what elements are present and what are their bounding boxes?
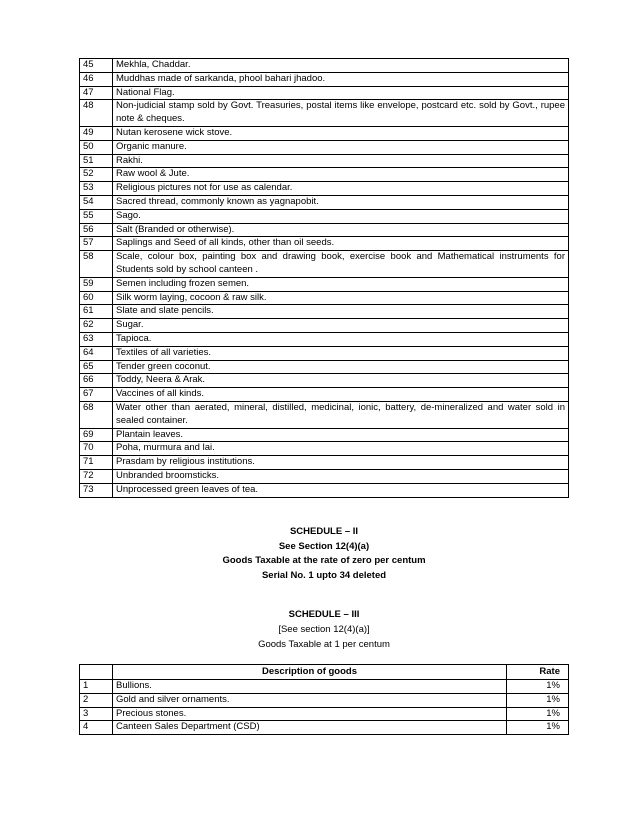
table-row: [80, 168, 569, 182]
item-description: Vaccines of all kinds.: [113, 388, 569, 402]
item-description: Nutan kerosene wick stove.: [113, 126, 569, 140]
schedule-two-note: Serial No. 1 upto 34 deleted: [261, 570, 387, 581]
table-row: [80, 442, 569, 456]
rate-value: 1%: [507, 721, 569, 735]
header-description: Description of goods: [113, 665, 507, 680]
item-description: Scale, colour box, painting box and drawing book, exercise book and Mathematical instruments for Students sold by school canteen .: [113, 251, 569, 278]
schedule-two-section: See Section 12(4)(a): [278, 541, 370, 552]
table-row: [80, 209, 569, 223]
serial-number: 70: [80, 442, 113, 456]
table-row: [80, 277, 569, 291]
serial-number: 52: [80, 168, 113, 182]
serial-number: 65: [80, 360, 113, 374]
table-row: [80, 456, 569, 470]
item-description: Poha, murmura and lai.: [113, 442, 569, 456]
serial-number: 4: [80, 721, 113, 735]
serial-number: 69: [80, 428, 113, 442]
table-row: [80, 86, 569, 100]
table-row: [80, 388, 569, 402]
item-description: Canteen Sales Department (CSD): [113, 721, 507, 735]
table-row: [80, 707, 569, 721]
item-description: Organic manure.: [113, 140, 569, 154]
item-description: Sacred thread, commonly known as yagnapobit.: [113, 195, 569, 209]
schedule-three-header-row: [80, 665, 569, 680]
table-row: [80, 332, 569, 346]
item-description: Plantain leaves.: [113, 428, 569, 442]
table-row: [80, 319, 569, 333]
serial-number: 72: [80, 469, 113, 483]
rate-value: 1%: [507, 680, 569, 694]
serial-number: 53: [80, 182, 113, 196]
schedule-two-title: SCHEDULE – II: [289, 526, 359, 537]
item-description: Unprocessed green leaves of tea.: [113, 483, 569, 497]
table-row: [80, 374, 569, 388]
serial-number: 73: [80, 483, 113, 497]
serial-number: 58: [80, 251, 113, 278]
item-description: Toddy, Neera & Arak.: [113, 374, 569, 388]
table-row: [80, 428, 569, 442]
item-description: Sugar.: [113, 319, 569, 333]
item-description: Tapioca.: [113, 332, 569, 346]
rate-value: 1%: [507, 707, 569, 721]
serial-number: 63: [80, 332, 113, 346]
serial-number: 45: [80, 59, 113, 73]
table-row: [80, 721, 569, 735]
serial-number: 57: [80, 237, 113, 251]
serial-number: 46: [80, 72, 113, 86]
table-row: [80, 401, 569, 428]
item-description: Mekhla, Chaddar.: [113, 59, 569, 73]
schedule-one-table: [79, 58, 569, 498]
rate-value: 1%: [507, 693, 569, 707]
serial-number: 67: [80, 388, 113, 402]
table-row: [80, 140, 569, 154]
table-row: [80, 305, 569, 319]
item-description: Religious pictures not for use as calendar.: [113, 182, 569, 196]
item-description: Raw wool & Jute.: [113, 168, 569, 182]
serial-number: 71: [80, 456, 113, 470]
schedule-one-table-body: [80, 59, 569, 498]
item-description: Slate and slate pencils.: [113, 305, 569, 319]
serial-number: 68: [80, 401, 113, 428]
table-row: [80, 291, 569, 305]
table-row: [80, 195, 569, 209]
table-row: [80, 251, 569, 278]
serial-number: 1: [80, 680, 113, 694]
serial-number: 49: [80, 126, 113, 140]
table-row: [80, 469, 569, 483]
item-description: Textiles of all varieties.: [113, 346, 569, 360]
item-description: Saplings and Seed of all kinds, other than oil seeds.: [113, 237, 569, 251]
serial-number: 61: [80, 305, 113, 319]
serial-number: 66: [80, 374, 113, 388]
item-description: Prasdam by religious institutions.: [113, 456, 569, 470]
serial-number: 54: [80, 195, 113, 209]
item-description: Semen including frozen semen.: [113, 277, 569, 291]
table-row: [80, 680, 569, 694]
item-description: Tender green coconut.: [113, 360, 569, 374]
table-row: [80, 182, 569, 196]
serial-number: 56: [80, 223, 113, 237]
table-row: [80, 154, 569, 168]
table-row: [80, 360, 569, 374]
serial-number: 51: [80, 154, 113, 168]
item-description: Water other than aerated, mineral, distilled, medicinal, ionic, battery, de-mineralized and water sold in sealed container.: [113, 401, 569, 428]
table-row: [80, 223, 569, 237]
header-rate: Rate: [507, 665, 569, 680]
serial-number: 64: [80, 346, 113, 360]
item-description: Rakhi.: [113, 154, 569, 168]
table-row: [80, 483, 569, 497]
table-row: [80, 100, 569, 127]
item-description: Silk worm laying, cocoon & raw silk.: [113, 291, 569, 305]
table-row: [80, 126, 569, 140]
serial-number: 60: [80, 291, 113, 305]
table-row: [80, 346, 569, 360]
item-description: Unbranded broomsticks.: [113, 469, 569, 483]
item-description: Gold and silver ornaments.: [113, 693, 507, 707]
table-row: [80, 693, 569, 707]
item-description: Sago.: [113, 209, 569, 223]
serial-number: 2: [80, 693, 113, 707]
schedule-three-table-body: [80, 680, 569, 735]
item-description: Salt (Branded or otherwise).: [113, 223, 569, 237]
serial-number: 62: [80, 319, 113, 333]
serial-number: 55: [80, 209, 113, 223]
schedule-three-section: [See section 12(4)(a)]: [278, 624, 370, 635]
item-description: Muddhas made of sarkanda, phool bahari jhadoo.: [113, 72, 569, 86]
schedule-three-goods: Goods Taxable at 1 per centum: [258, 639, 390, 650]
serial-number: 47: [80, 86, 113, 100]
schedule-three-title: SCHEDULE – III: [288, 609, 360, 620]
serial-number: 50: [80, 140, 113, 154]
item-description: Non-judicial stamp sold by Govt. Treasuries, postal items like envelope, postcard etc. sold by Govt., rupee note & cheques.: [113, 100, 569, 127]
serial-number: 59: [80, 277, 113, 291]
table-row: [80, 72, 569, 86]
item-description: Precious stones.: [113, 707, 507, 721]
table-row: [80, 237, 569, 251]
schedule-three-table: [79, 664, 569, 735]
serial-number: 48: [80, 100, 113, 127]
item-description: Bullions.: [113, 680, 507, 694]
table-row: [80, 59, 569, 73]
schedule-two-goods: Goods Taxable at the rate of zero per centum: [222, 555, 426, 566]
header-serial-cell: [80, 665, 113, 680]
item-description: National Flag.: [113, 86, 569, 100]
serial-number: 3: [80, 707, 113, 721]
